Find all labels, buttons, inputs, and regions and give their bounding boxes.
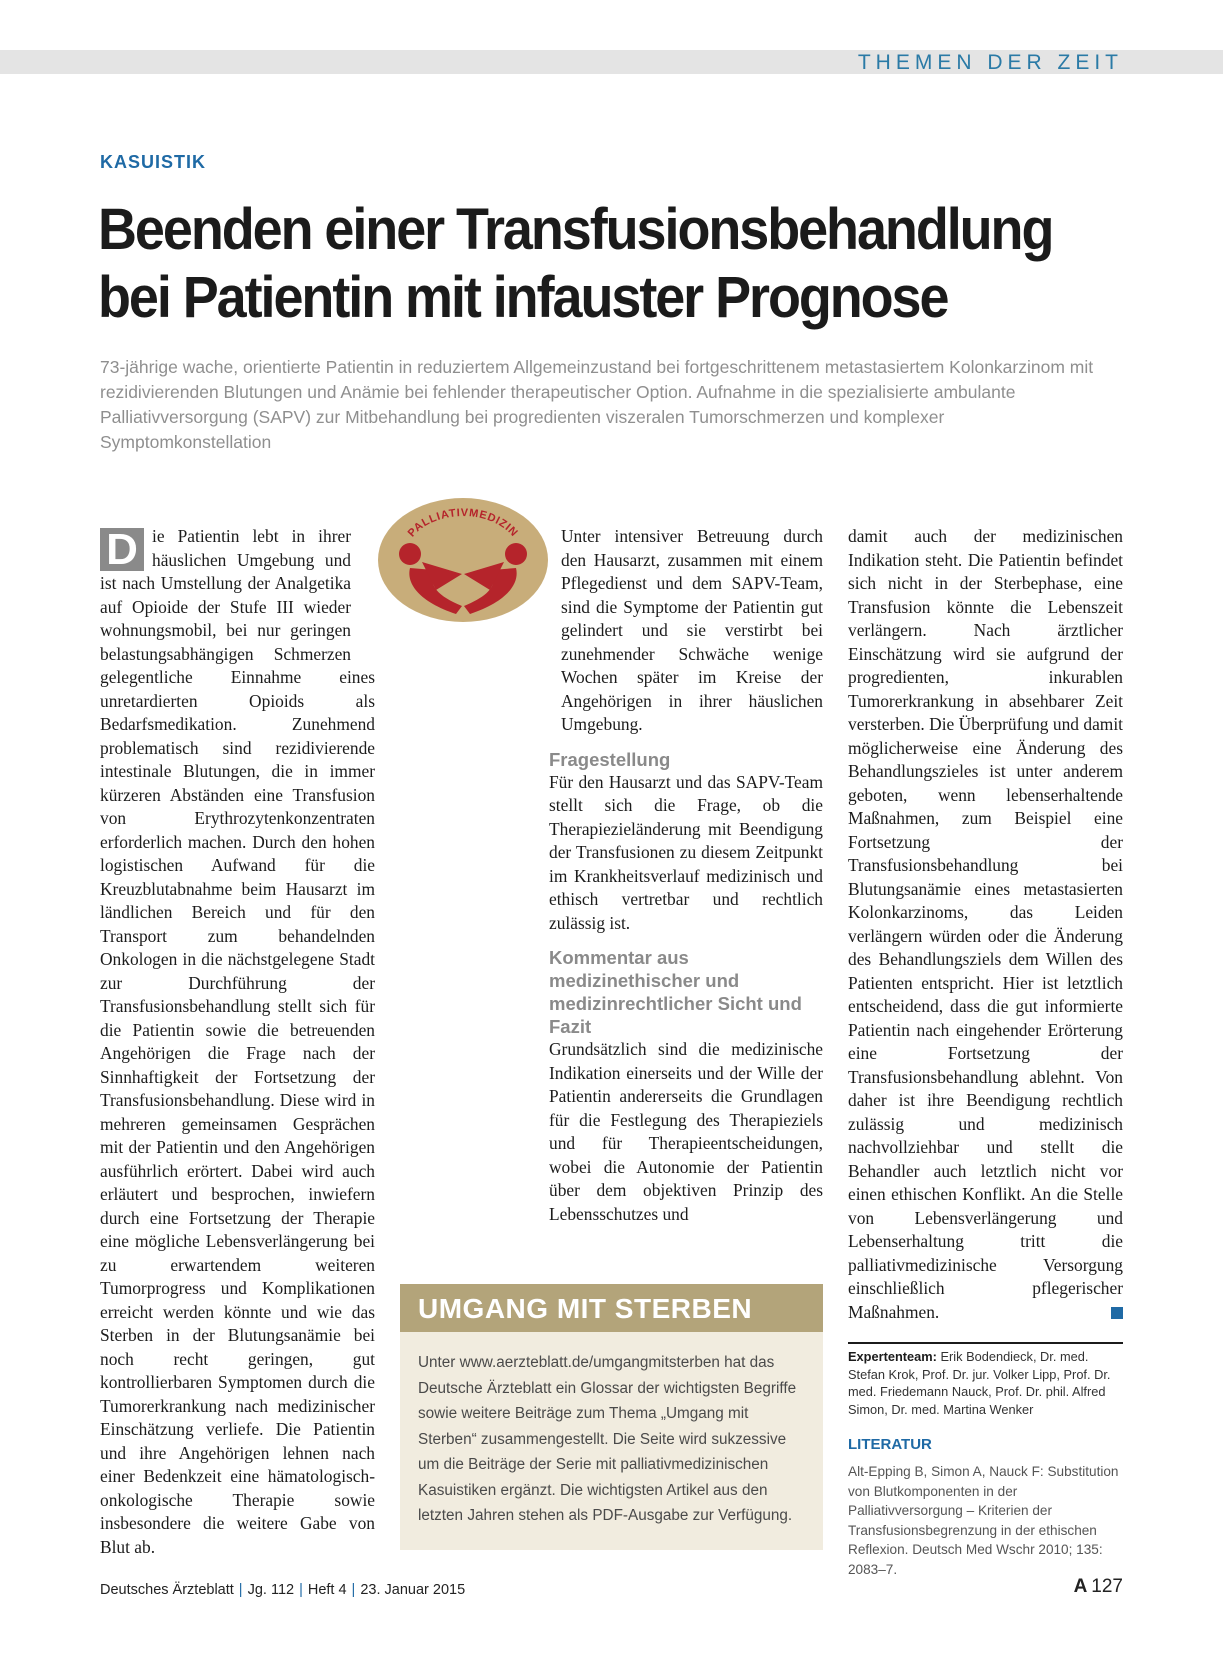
expert-team-names: Erik Bodendieck, Dr. med. Stefan Krok, Prof. Dr. jur. Volker Lipp, Prof. Dr. med. Friedemann Nauck, Prof. Dr. phil. Alfred Simon, Dr. med. Martina Wenker: [848, 1349, 1111, 1417]
article-kicker: KASUISTIK: [100, 152, 207, 172]
column-1: [100, 525, 375, 1559]
footer-citation: [100, 1582, 465, 1598]
fragestellung-text: Für den Hausarzt und das SAPV-Team stellt sich die Frage, ob die Therapiezieländerung mit Beendigung der Transfusionen zu diesem Zeitpunkt im Krankheitsverlauf medizinisch und ethisch vertretbar und rechtlich zulässig ist.: [549, 771, 823, 933]
column-3-text: [848, 525, 1123, 1324]
title-line-2: bei Patientin mit infauster Prognose: [98, 265, 948, 330]
info-box: [400, 1284, 823, 1550]
footer-separator: |: [238, 1582, 243, 1598]
column-3: [848, 525, 1123, 1324]
section-label: THEMEN DER ZEIT: [857, 51, 1123, 74]
footer-volume: Jg. 112: [247, 1582, 295, 1598]
subheading-fragestellung: Fragestellung: [549, 748, 671, 770]
page-prefix: A: [1073, 1576, 1088, 1597]
end-mark-icon: [1111, 1307, 1123, 1319]
literature-reference: Alt-Epping B, Simon A, Nauck F: Substitution von Blutkomponenten in der Palliativversorgung – Kriterien der Transfusionsbegrenzung in der ethischen Reflexion. Deutsch Med Wschr 2010; 135: 2083–7.: [848, 1464, 1119, 1577]
footer-issue: Heft 4: [307, 1582, 347, 1598]
literature-heading: LITERATUR: [848, 1436, 932, 1453]
column-2: [549, 525, 823, 1226]
info-box-title: UMGANG MIT STERBEN: [400, 1284, 823, 1332]
column-3-body: damit auch der medizinischen Indikation steht. Die Patientin befindet sich nicht in der Sterbephase, eine Transfusion könnte die Lebenszeit verlängern. Nach ärztlicher Einschätzung wird sie aufgrund der progredienten, inkurablen Tumorerkrankung in absehbarer Zeit versterben. Die Überprüfung und damit möglicherweise eine Änderung des Behandlungszieles ist unter anderem geboten, wenn lebenserhaltende Maßnahmen, zum Beispiel eine Fortsetzung der Transfusionsbehandlung bei Blutungsanämie eines metastasierten Kolonkarzinoms, das Leiden verlängern würden oder die Änderung des Behandlungsziels dem Willen des Patienten entspricht. Hier ist letztlich entscheidend, dass die gut informierte Patientin nach eingehender Erörterung eine Fortsetzung der Transfusionsbehandlung ablehnt. Von daher ist ihre Beendigung rechtlich zulässig und medizinisch nachvollziehbar und stellt die Behandler auch letztlich nicht vor einen ethischen Konflikt. An die Stelle von Lebensverlängerung und Lebenserhaltung tritt die palliativmedizinische Versorgung einschließlich pflegerischer Maßnahmen.: [848, 526, 1123, 1322]
subheading-kommentar: Kommentar aus medizinethischer und medizinrechtlicher Sicht und Fazit: [549, 947, 802, 1037]
page-number: [1074, 1576, 1123, 1598]
expert-team-label: Expertenteam:: [848, 1349, 937, 1364]
palliativmedizin-logo: [376, 496, 550, 624]
logo-wrap-space: [351, 525, 375, 643]
article-standfirst: 73-jährige wache, orientierte Patientin in reduziertem Allgemeinzustand bei fortgeschrittenem metastasiertem Kolonkarzinom mit rezidivierenden Blutungen und Anämie bei fehlender therapeutischer Option. Aufnahme in die spezialisierte ambulante Palliativversorgung (SAPV) zur Mitbehandlung bei progredienten viszeralen Tumorschmerzen und komplexer Symptomkonstellation: [100, 357, 1094, 452]
column-2-intro: Unter intensiver Betreuung durch den Hausarzt, zusammen mit einem Pflegedienst und dem SAPV-Team, sind die Symptome der Patientin gut gelindert und sie verstirbt bei zunehmender Schwäche wenige Wochen später im Kreise der Angehörigen in ihrer häuslichen Umgebung.: [561, 526, 823, 734]
footer-journal: Deutsches Ärzteblatt: [100, 1582, 234, 1598]
footer-separator: |: [299, 1582, 303, 1598]
info-box-text: Unter www.aerzteblatt.de/umgangmitsterben hat das Deutsche Ärzteblatt ein Glossar der wichtigsten Begriffe sowie weitere Beiträge zum Thema „Umgang mit Sterben“ zusammengestellt. Die Seite wird sukzessive um die Beiträge der Serie mit palliativmedizinischen Kasuistiken ergänzt. Die wichtigsten Artikel aus den letzten Jahren stehen als PDF-Ausgabe zur Verfügung.: [418, 1354, 797, 1524]
title-line-1: Beenden einer Transfusionsbehandlung: [98, 197, 1053, 262]
logo-text: PALLIATIVMEDIZIN: [405, 506, 521, 540]
article-title: [98, 196, 1056, 332]
dropcap: D: [100, 528, 144, 571]
page-value: 127: [1091, 1576, 1123, 1597]
column-1-text: ie Patientin lebt in ihrer häuslichen Umgebung und ist nach Umstellung der Analgetika auf Opioide der Stufe III wieder wohnungsmobil, bei nur geringen belastungsabhängigen Schmerzen gelegentliche Einnahme eines unretardierten Opioids als Bedarfsmedikation. Zunehmend problematisch sind rezidivierende intestinale Blutungen, die in immer kürzeren Abständen eine Transfusion von Erythrozytenkonzentraten erforderlich machen. Durch den hohen logistischen Aufwand für die Kreuzblutabnahme beim Hausarzt im ländlichen Bereich und für den Transport zum behandelnden Onkologen in die nächstgelegene Stadt zur Durchführung der Transfusionsbehandlung stellt sich für die Patientin sowie die betreuenden Angehörigen die Frage nach der Sinnhaftigkeit der Fortsetzung der Transfusionsbehandlung. Diese wird in mehreren gemeinsamen Gesprächen mit der Patientin und den Angehörigen ausführlich erörtert. Dabei wird auch erläutert und besprochen, inwiefern durch eine Fortsetzung der Therapie eine mögliche Lebensverlängerung bei zu erwartendem weiteren Tumorprogress und Komplikationen erreicht werden könnte und wie das Sterben in der Blutungsanämie bei noch recht geringen, gut kontrollierbaren Symptomen durch die Tumorerkrankung nach medizinischer Einschätzung verliefe. Die Patientin und ihre Angehörigen lehnen nach einer Bedenkzeit eine hämatologisch-onkologische Therapie sowie insbesondere die weitere Gabe von Blut ab.: [100, 526, 375, 1557]
expert-team: [848, 1342, 1123, 1418]
kommentar-text: Grundsätzlich sind die medizinische Indikation einerseits und der Wille der Patientin andererseits die Grundlagen für die Festlegung des Therapieziels und für Therapieentscheidungen, wobei die Autonomie der Patientin über dem objektiven Prinzip des Lebensschutzes und: [549, 1039, 823, 1224]
footer-separator: |: [351, 1582, 356, 1598]
footer-date: 23. Januar 2015: [360, 1582, 466, 1598]
